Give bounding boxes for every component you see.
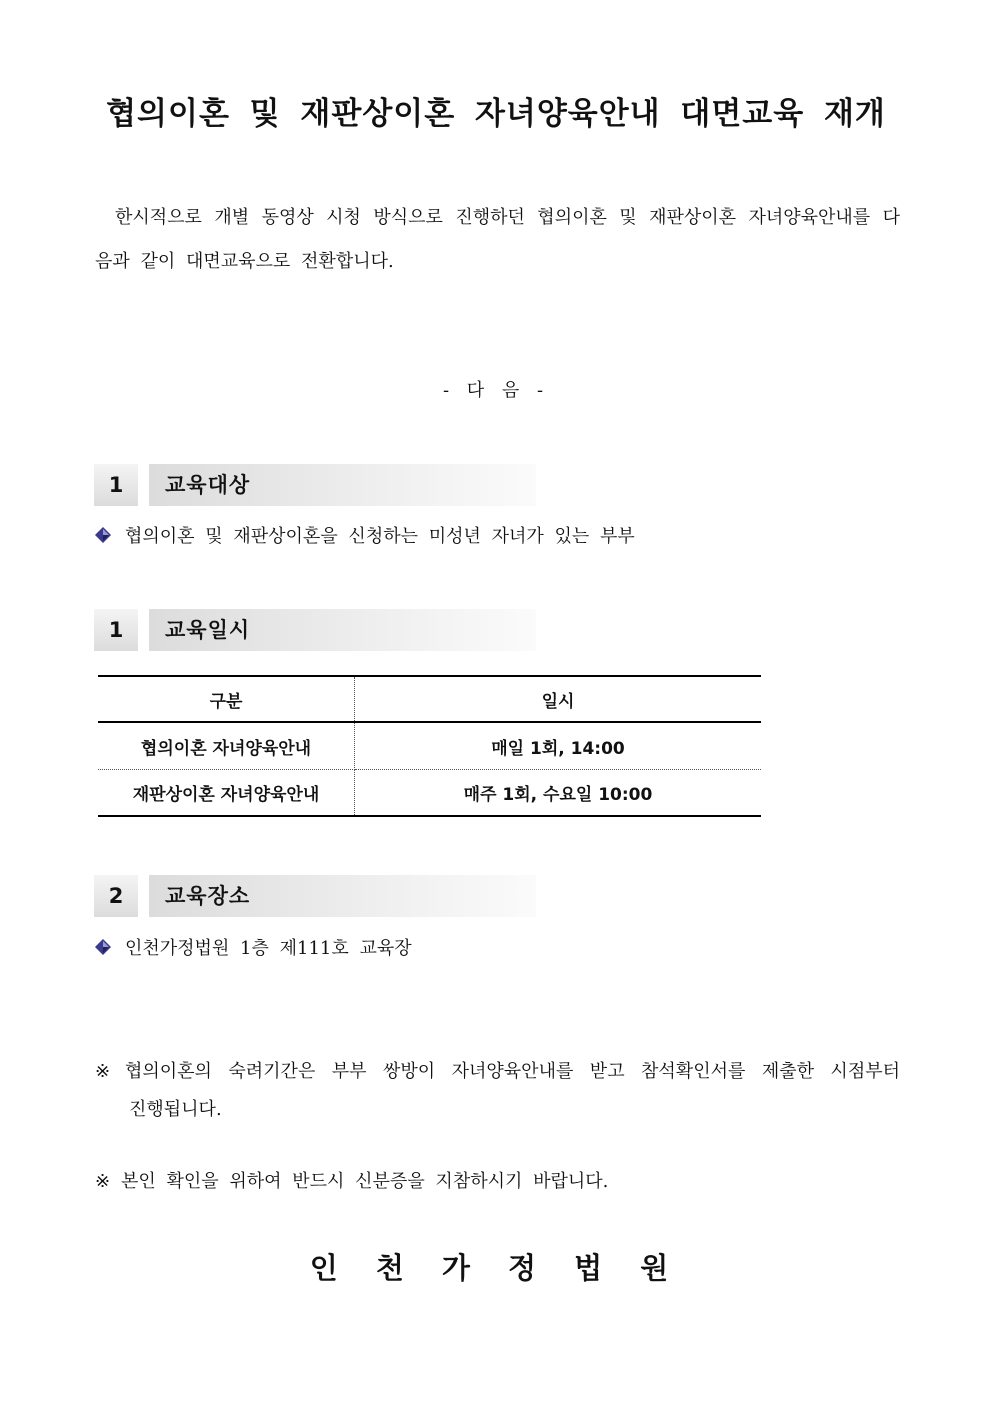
diamond-bullet-icon (95, 939, 111, 955)
table-row (98, 722, 761, 770)
table-header-cell: 일시 (355, 676, 762, 722)
section-number: 1 (94, 609, 138, 651)
issuer-name: 인 천 가 정 법 원 (309, 1251, 683, 1285)
following-label: - 다 음 - (442, 380, 550, 401)
schedule-table (98, 675, 761, 817)
table-header-row (98, 676, 761, 722)
section-number: 1 (94, 464, 138, 506)
note-text-continued: 진행됩니다. (129, 1099, 222, 1120)
section-header-location (94, 875, 536, 917)
note-period (95, 1053, 900, 1129)
section-header-schedule (94, 609, 536, 651)
section-title: 교육대상 (149, 464, 536, 506)
section-title: 교육일시 (149, 609, 536, 651)
section-number: 2 (94, 875, 138, 917)
table-header-cell: 구분 (98, 676, 355, 722)
section-header-target (94, 464, 536, 506)
table-row (98, 770, 761, 817)
reference-mark: ※ (95, 1061, 111, 1082)
bullet-text: 인천가정법원 1층 제111호 교육장 (125, 938, 412, 959)
bullet-item-location (95, 934, 412, 960)
reference-mark: ※ (95, 1171, 111, 1192)
bullet-item-target (95, 522, 635, 548)
table-cell: 매주 1회, 수요일 10:00 (355, 770, 762, 817)
table-cell: 매일 1회, 14:00 (355, 722, 762, 770)
bullet-text: 협의이혼 및 재판상이혼을 신청하는 미성년 자녀가 있는 부부 (125, 526, 635, 547)
note-id (95, 1163, 900, 1201)
section-title: 교육장소 (149, 875, 536, 917)
diamond-bullet-icon (95, 527, 111, 543)
intro-paragraph: 한시적으로 개별 동영상 시청 방식으로 진행하던 협의이혼 및 재판상이혼 자녀양육안내를 다음과 같이 대면교육으로 전환합니다. (95, 207, 900, 272)
note-text: 본인 확인을 위하여 반드시 신분증을 지참하시기 바랍니다. (121, 1171, 609, 1192)
table-cell: 협의이혼 자녀양육안내 (98, 722, 355, 770)
note-text: 협의이혼의 숙려기간은 부부 쌍방이 자녀양육안내를 받고 참석확인서를 제출한 시점부터 (125, 1061, 900, 1082)
page-title: 협의이혼 및 재판상이혼 자녀양육안내 대면교육 재개 (106, 96, 886, 132)
table-cell: 재판상이혼 자녀양육안내 (98, 770, 355, 817)
